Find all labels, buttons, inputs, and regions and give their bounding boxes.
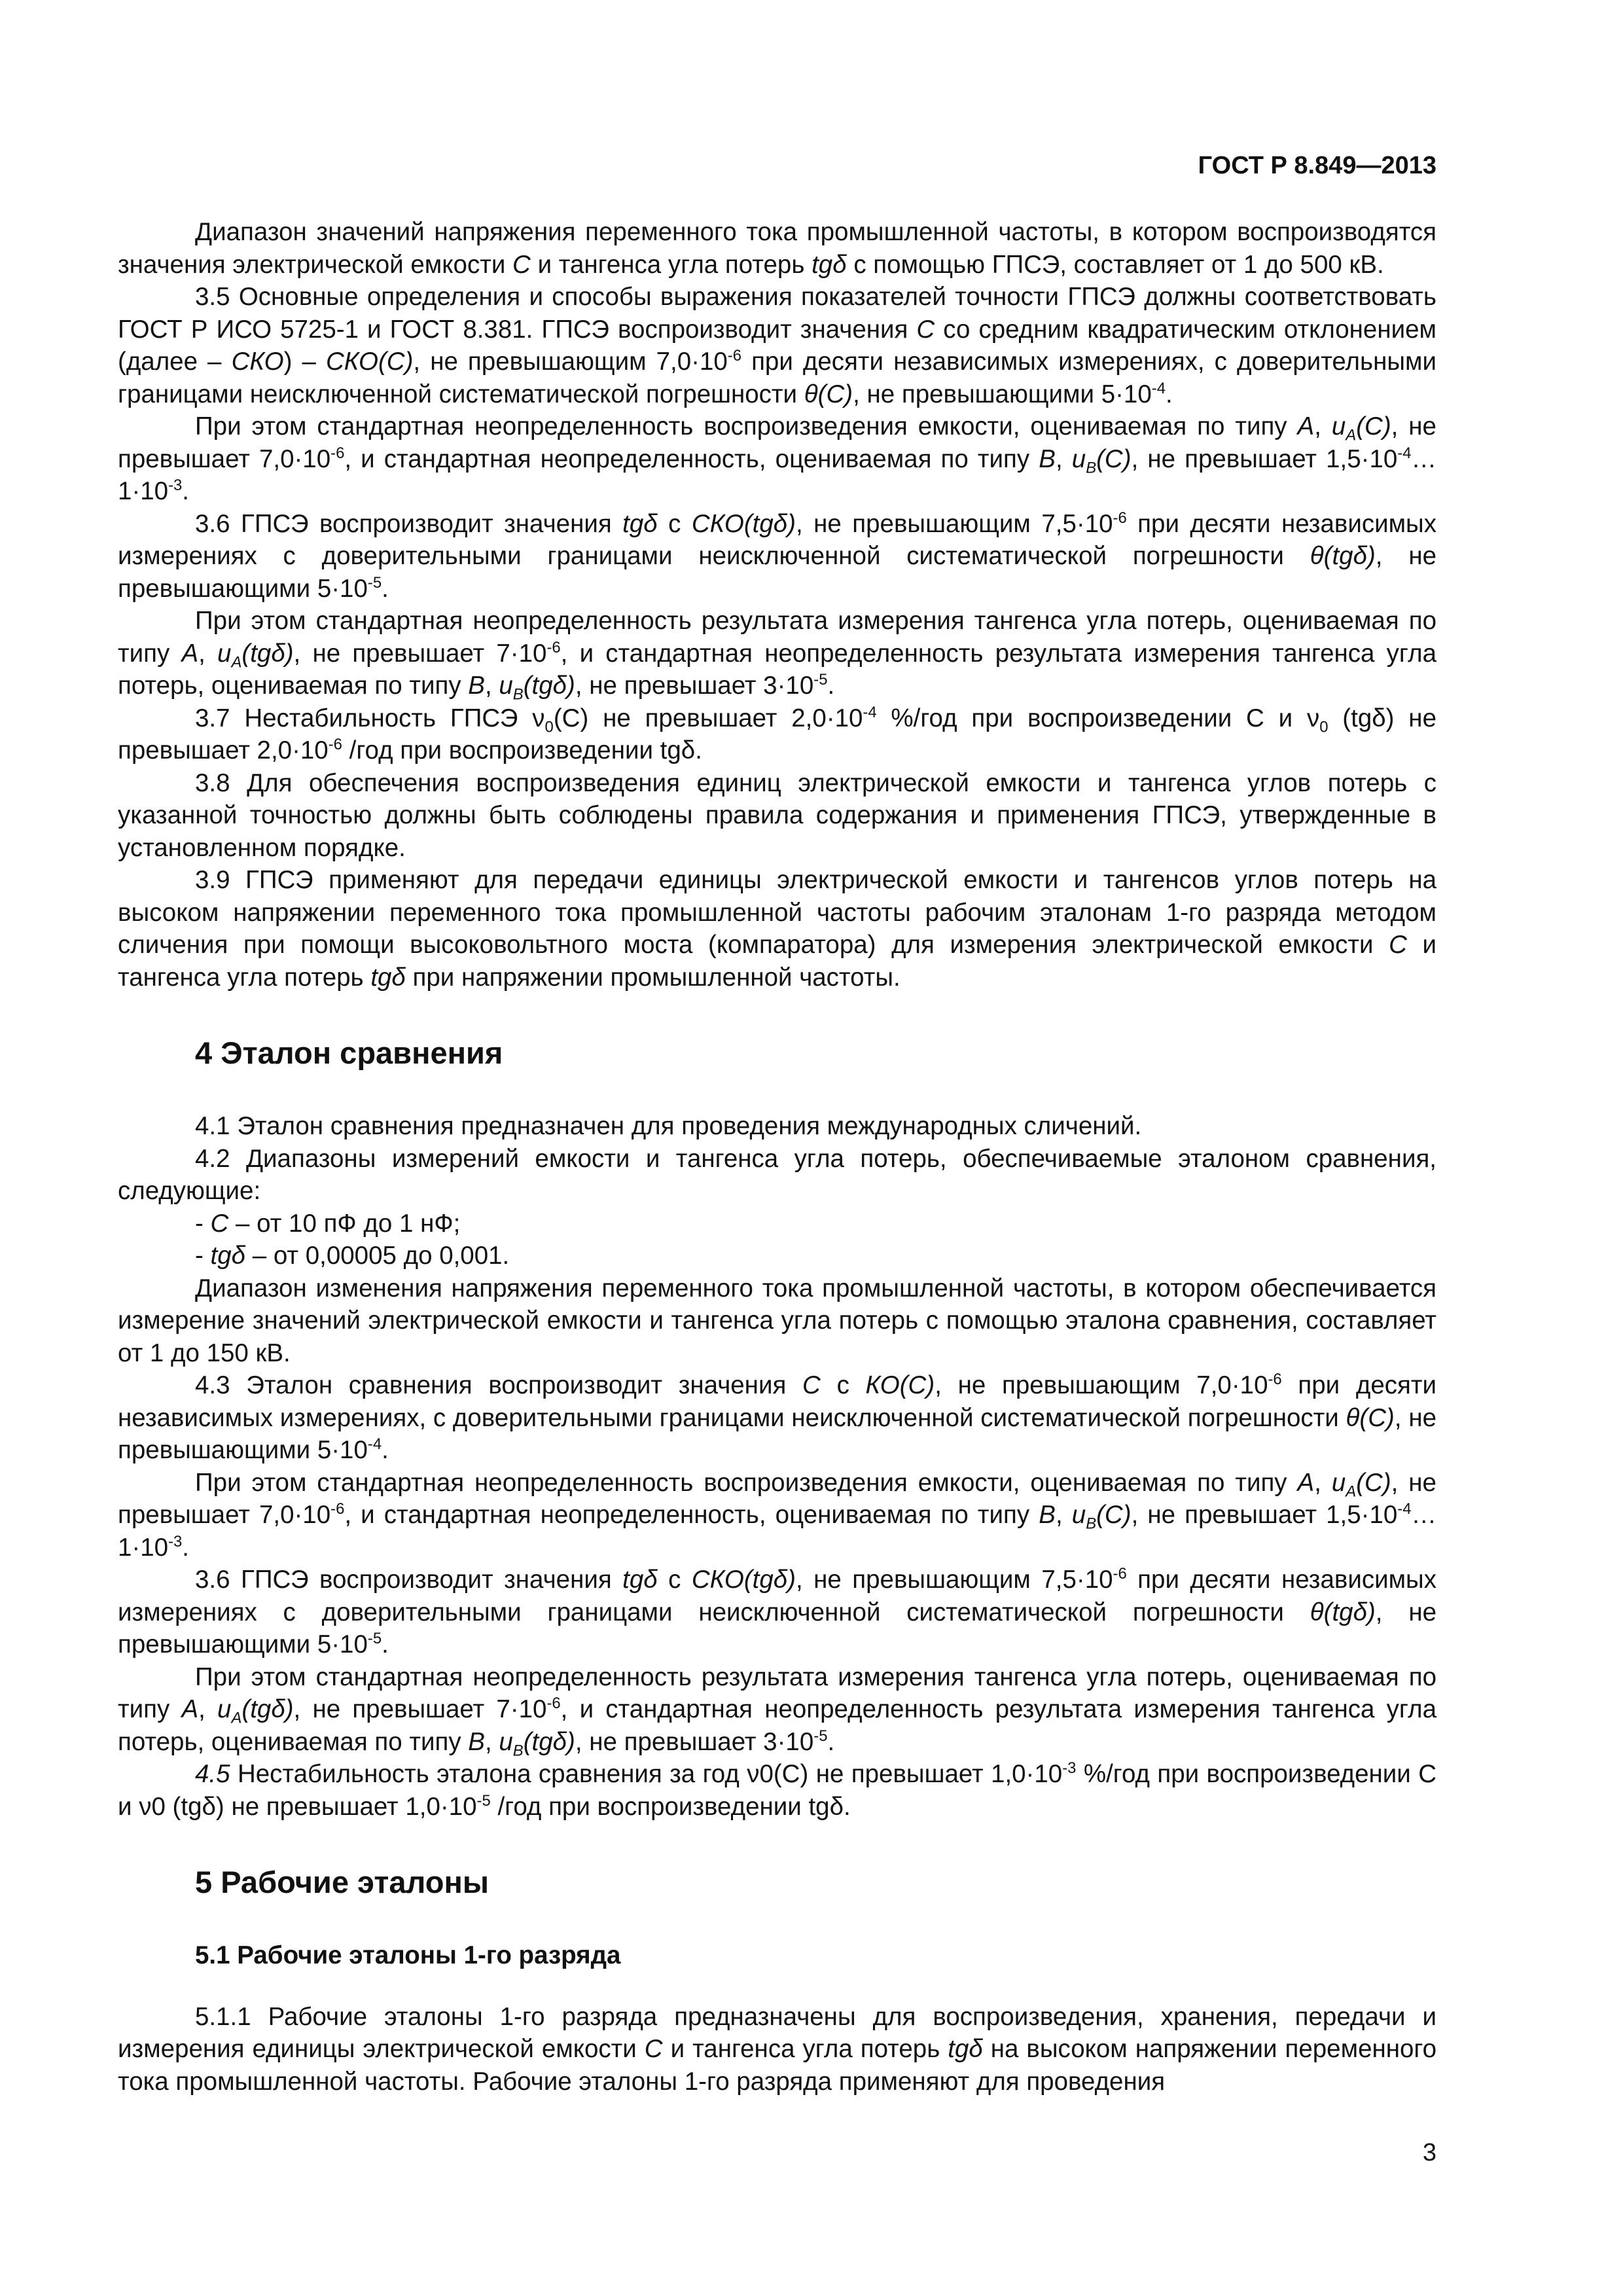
paragraph-voltage-range: Диапазон значений напряжения переменного тока промышленной частоты, в котором воспроизводятся значения электрической емкости C и тангенса угла потерь tgδ с помощью ГПСЭ, составляет от 1 до 500 кВ. — [118, 218, 1436, 279]
subsection-heading-5-1: 5.1 Рабочие эталоны 1-го разряда — [195, 1941, 621, 1969]
paragraph-3-9: 3.9 ГПСЭ применяют для передачи единицы электрической емкости и тангенсов углов потерь на высоком напряжении переменного тока промышленной частоты рабочим эталонам 1-го разряда методом сличения при помощи высоковольтного моста (компаратора) для измерения электрической емкости C и тангенса угла потерь tgδ при напряжении промышленной частоты. — [118, 866, 1436, 992]
paragraph-4-3-uncertainty: При этом стандартная неопределенность воспроизведения емкости, оцениваемая по типу А, $u_A(С)$, не превышает $7,0\cdot 10^{-6}$, и стандартная неопределенность, оцениваемая по типу В, $u_B(С)$, не превышает $1,5\cdot 10^{-4}\dots 1\cdot 10^{-3}$. — [118, 1468, 1436, 1562]
paragraph-4-2-voltage: Диапазон изменения напряжения переменного тока промышленной частоты, в котором обеспечивается измерение значений электрической емкости и тангенса угла потерь с помощью эталона сравнения, составляет от 1 до 150 кВ. — [118, 1274, 1436, 1367]
paragraph-3-5: 3.5 Основные определения и способы выражения показателей точности ГПСЭ должны соответствовать ГОСТ Р ИСО 5725-1 и ГОСТ 8.381. ГПСЭ воспроизводит значения C со средним квадратическим отклонением (далее – СКО) – СКО(С), не превышающим $7,0\cdot 10^{-6}$ при десяти независимых измерениях, с доверительными границами неисключенной систематической погрешности θ(С), не превышающими $5\cdot 10^{-4}$. — [118, 283, 1436, 408]
paragraph-3-8: 3.8 Для обеспечения воспроизведения единиц электрической емкости и тангенса углов потерь с указанной точностью должны быть соблюдены правила содержания и применения ГПСЭ, утвержденные в установленном порядке. — [118, 768, 1436, 862]
paragraph-3-5-uncertainty: При этом стандартная неопределенность воспроизведения емкости, оцениваемая по типу А, $u_A(С)$, не превышает $7,0\cdot 10^{-6}$, и стандартная неопределенность, оцениваемая по типу В, $u_B(С)$, не превышает $1,5\cdot 10^{-4}\dots 1\cdot 10^{-3}$. — [118, 412, 1436, 505]
paragraph-4-2: 4.2 Диапазоны измерений емкости и тангенса угла потерь, обеспечиваемые эталоном сравнения, следующие: — [118, 1144, 1436, 1205]
document-body — [118, 216, 1436, 2098]
paragraph-4-3: 4.3 Эталон сравнения воспроизводит значения C с КО(С), не превышающим $7,0\cdot 10^{-6}$ при десяти независимых измерениях, с доверительными границами неисключенной систематической погрешности θ(С), не превышающими $5\cdot 10^{-4}$. — [118, 1371, 1437, 1464]
section-heading-4: 4 Эталон сравнения — [195, 1035, 503, 1070]
paragraph-3-6: 3.6 ГПСЭ воспроизводит значения tgδ с СКО(tgδ), не превышающим $7,5\cdot 10^{-6}$ при десяти независимых измерениях с доверительными границами неисключенной систематической погрешности θ(tgδ), не превышающими $5\cdot 10^{-5}$. — [118, 509, 1436, 603]
paragraph-4-5: 4.5 Нестабильность эталона сравнения за год ν0(С) не превышает $1,0\cdot 10^{-3}$ %/год при воспроизведении С и ν0 (tgδ) не превышает $1,0\cdot 10^{-5}$ /год при воспроизведении tgδ. — [118, 1759, 1437, 1821]
paragraph-3-6-uncertainty: При этом стандартная неопределенность результата измерения тангенса угла потерь, оцениваемая по типу А, $u_A(tg\delta)$, не превышает $7\cdot 10^{-6}$, и стандартная неопределенность результата измерения тангенса угла потерь, оцениваемая по типу В, $u_B(tg\delta)$, не превышает $3\cdot 10^{-5}$. — [118, 607, 1436, 704]
section-heading-5: 5 Рабочие эталоны — [195, 1865, 489, 1899]
page-number: 3 — [1422, 2139, 1436, 2166]
paragraph-4-4-uncertainty: При этом стандартная неопределенность результата измерения тангенса угла потерь, оцениваемая по типу А, $u_A(tg\delta)$, не превышает $7\cdot 10^{-6}$, и стандартная неопределенность результата измерения тангенса угла потерь, оцениваемая по типу В, $u_B(tg\delta)$, не превышает $3\cdot 10^{-5}$. — [118, 1662, 1436, 1760]
list-item-tgd: - tgδ – от 0,00005 до 0,001. — [195, 1242, 510, 1270]
list-item-c: - C – от 10 пФ до 1 нФ; — [195, 1209, 461, 1238]
paragraph-5-1-1: 5.1.1 Рабочие эталоны 1-го разряда предназначены для воспроизведения, хранения, передачи и измерения единицы электрической емкости C и тангенса угла потерь tgδ на высоком напряжении переменного тока промышленной частоты. Рабочие эталоны 1-го разряда применяют для проведения — [118, 2002, 1437, 2096]
paragraph-3-7: 3.7 Нестабильность ГПСЭ $\nu_0(С)$ не превышает $2,0\cdot 10^{-4}$ %/год при воспроизведении С и $\nu_0$ (tgδ) не превышает $2,0\cdot 10^{-6}$ /год при воспроизведении tgδ. — [118, 703, 1436, 764]
paragraph-4-1: 4.1 Эталон сравнения предназначен для проведения международных сличений. — [195, 1112, 1142, 1140]
paragraph-4-4: 3.6 ГПСЭ воспроизводит значения tgδ с СКО(tgδ), не превышающим $7,5\cdot 10^{-6}$ при десяти независимых измерениях с доверительными границами неисключенной систематической погрешности θ(tgδ), не превышающими $5\cdot 10^{-5}$. — [118, 1565, 1436, 1659]
document-header-id: ГОСТ Р 8.849—2013 — [1198, 152, 1436, 179]
